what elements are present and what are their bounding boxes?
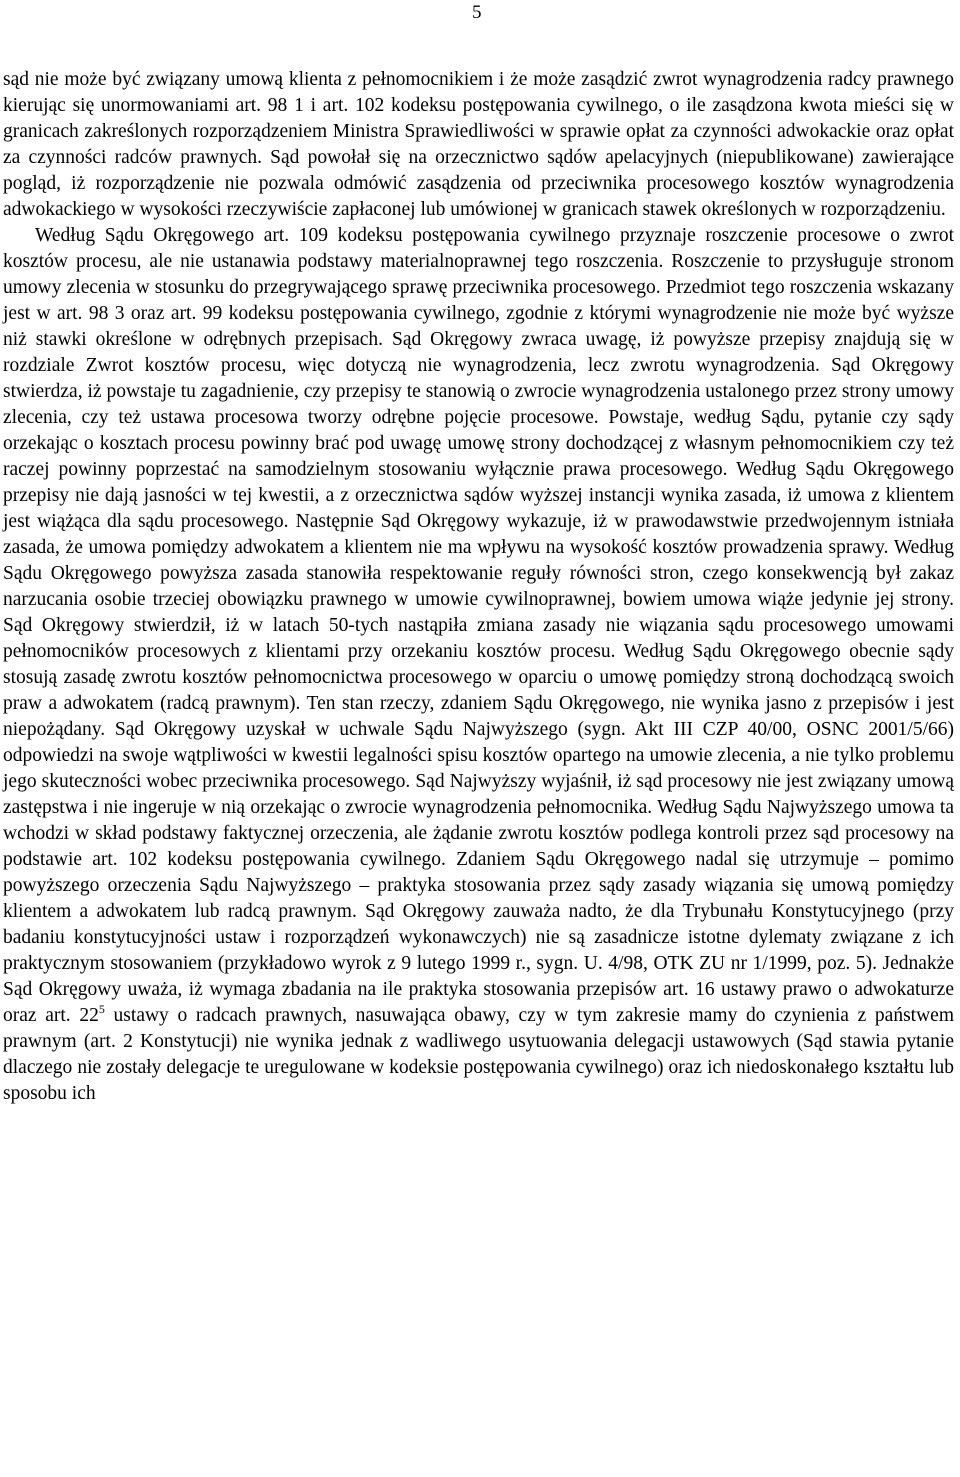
paragraph-district-court [3, 223, 954, 1107]
paragraph-text: Według Sądu Okręgowego art. 109 kodeksu postępowania cywilnego przyznaje roszczenie procesowe o zwrot kosztów procesu, ale nie ustanawia podstawy materialnoprawnej tego roszczenia. Roszczenie to przysługuje stronom umowy zlecenia w stosunku do przegrywającego sprawę przeciwnika procesowego. Przedmiot tego roszczenia wskazany jest w art. 98 3 oraz art. 99 kodeksu postępowania cywilnego, zgodnie z którymi wynagrodzenie nie może być wyższe niż stawki określone w odrębnych przepisach. Sąd Okręgowy zwraca uwagę, iż powyższe przepisy znajdują się w rozdziale Zwrot kosztów procesu, więc dotyczą nie wynagrodzenia, lecz zwrotu wynagrodzenia. Sąd Okręgowy stwierdza, iż powstaje tu zagadnienie, czy przepisy te stanowią o zwrocie wynagrodzenia ustalonego przez strony umowy zlecenia, czy też ustawa procesowa tworzy odrębne pojęcie procesowe. Powstaje, według Sądu, pytanie czy sądy orzekając o kosztach procesu powinny brać pod uwagę umowę strony dochodzącej z własnym pełnomocnikiem czy też raczej powinny poprzestać na samodzielnym stosowaniu wyłącznie prawa procesowego. Według Sądu Okręgowego przepisy nie dają jasności w tej kwestii, a z orzecznictwa sądów wyższej instancji wynika zasada, iż umowa z klientem jest wiążąca dla sądu procesowego. Następnie Sąd Okręgowy wykazuje, iż w prawodawstwie przedwojennym istniała zasada, że umowa pomiędzy adwokatem a klientem nie ma wpływu na wysokość kosztów prowadzenia sprawy. Według Sądu Okręgowego powyższa zasada stanowiła respektowanie reguły równości stron, czego konsekwencją był zakaz narzucania osobie trzeciej obowiązku prawnego w umowie cywilnoprawnej, bowiem umowa wiąże jedynie jej strony. Sąd Okręgowy stwierdził, iż w latach 50-tych nastąpiła zmiana zasady nie wiązania sądu procesowego umowami pełnomocników procesowych z klientami przy orzekaniu kosztów procesu. Według Sądu Okręgowego obecnie sądy stosują zasadę zwrotu kosztów pełnomocnictwa procesowego w oparciu o umowę pomiędzy stroną dochodzącą swoich praw a adwokatem (radcą prawnym). Ten stan rzeczy, zdaniem Sądu Okręgowego, nie wynika jasno z przepisów i jest niepożądany. Sąd Okręgowy uzyskał w uchwale Sądu Najwyższego (sygn. Akt III CZP 40/00, OSNC 2001/5/66) odpowiedzi na swoje wątpliwości w kwestii legalności spisu kosztów opartego na umowie zlecenia, a nie tylko problemu jego skuteczności wobec przeciwnika procesowego. Sąd Najwyższy wyjaśnił, iż sąd procesowy nie jest związany umową zastępstwa i nie ingeruje w nią orzekając o zwrocie wynagrodzenia pełnomocnika. Według Sądu Najwyższego umowa ta wchodzi w skład podstawy faktycznej orzeczenia, ale żądanie zwrotu kosztów podlega kontroli przez sąd procesowy na podstawie art. 102 kodeksu postępowania cywilnego. Zdaniem Sądu Okręgowego nadal się utrzymuje – pomimo powyższego orzeczenia Sądu Najwyższego – praktyka stosowania przez sądy zasady wiązania się umową pomiędzy klientem a adwokatem lub radcą prawnym. Sąd Okręgowy zauważa nadto, że dla Trybunału Konstytucyjnego (przy badaniu konstytucyjności ustaw i rozporządzeń wykonawczych) nie są zasadnicze istotne dylematy związane z ich praktycznym stosowaniem (przykładowo wyrok z 9 lutego 1999 r., sygn. U. 4/98, OTK ZU nr 1/1999, poz. 5). Jednakże Sąd Okręgowy uważa, iż wymaga zbadania na ile praktyka stosowania przepisów art. 16 ustawy prawo o adwokaturze oraz art. 22 [3, 225, 954, 1026]
document-body [3, 67, 954, 1107]
paragraph-continuation: sąd nie może być związany umową klienta z pełnomocnikiem i że może zasądzić zwrot wynagrodzenia radcy prawnego kierując się unormowaniami art. 98 1 i art. 102 kodeksu postępowania cywilnego, o ile zasądzona kwota mieści się w granicach zakreślonych rozporządzeniem Ministra Sprawiedliwości w sprawie opłat za czynności adwokackie oraz opłat za czynności radców prawnych. Sąd powołał się na orzecznictwo sądów apelacyjnych (niepublikowane) zawierające pogląd, iż rozporządzenie nie pozwala odmówić zasądzenia od przeciwnika procesowego kosztów wynagrodzenia adwokackiego w wysokości rzeczywiście zapłaconej lub umówionej w granicach stawek określonych w rozporządzeniu. [3, 69, 954, 220]
superscript-article-number: 5 [98, 1002, 105, 1016]
paragraph-text-tail: ustawy o radcach prawnych, nasuwająca obawy, czy w tym zakresie mamy do czynienia z państwem prawnym (art. 2 Konstytucji) nie wynika jednak z wadliwego usytuowania delegacji ustawowych (Sąd stawia pytanie dlaczego nie zostały delegacje te uregulowane w kodeksie postępowania cywilnego) oraz ich niedoskonałego kształtu lub sposobu ich [3, 1005, 955, 1104]
page-number: 5 [472, 2, 482, 23]
